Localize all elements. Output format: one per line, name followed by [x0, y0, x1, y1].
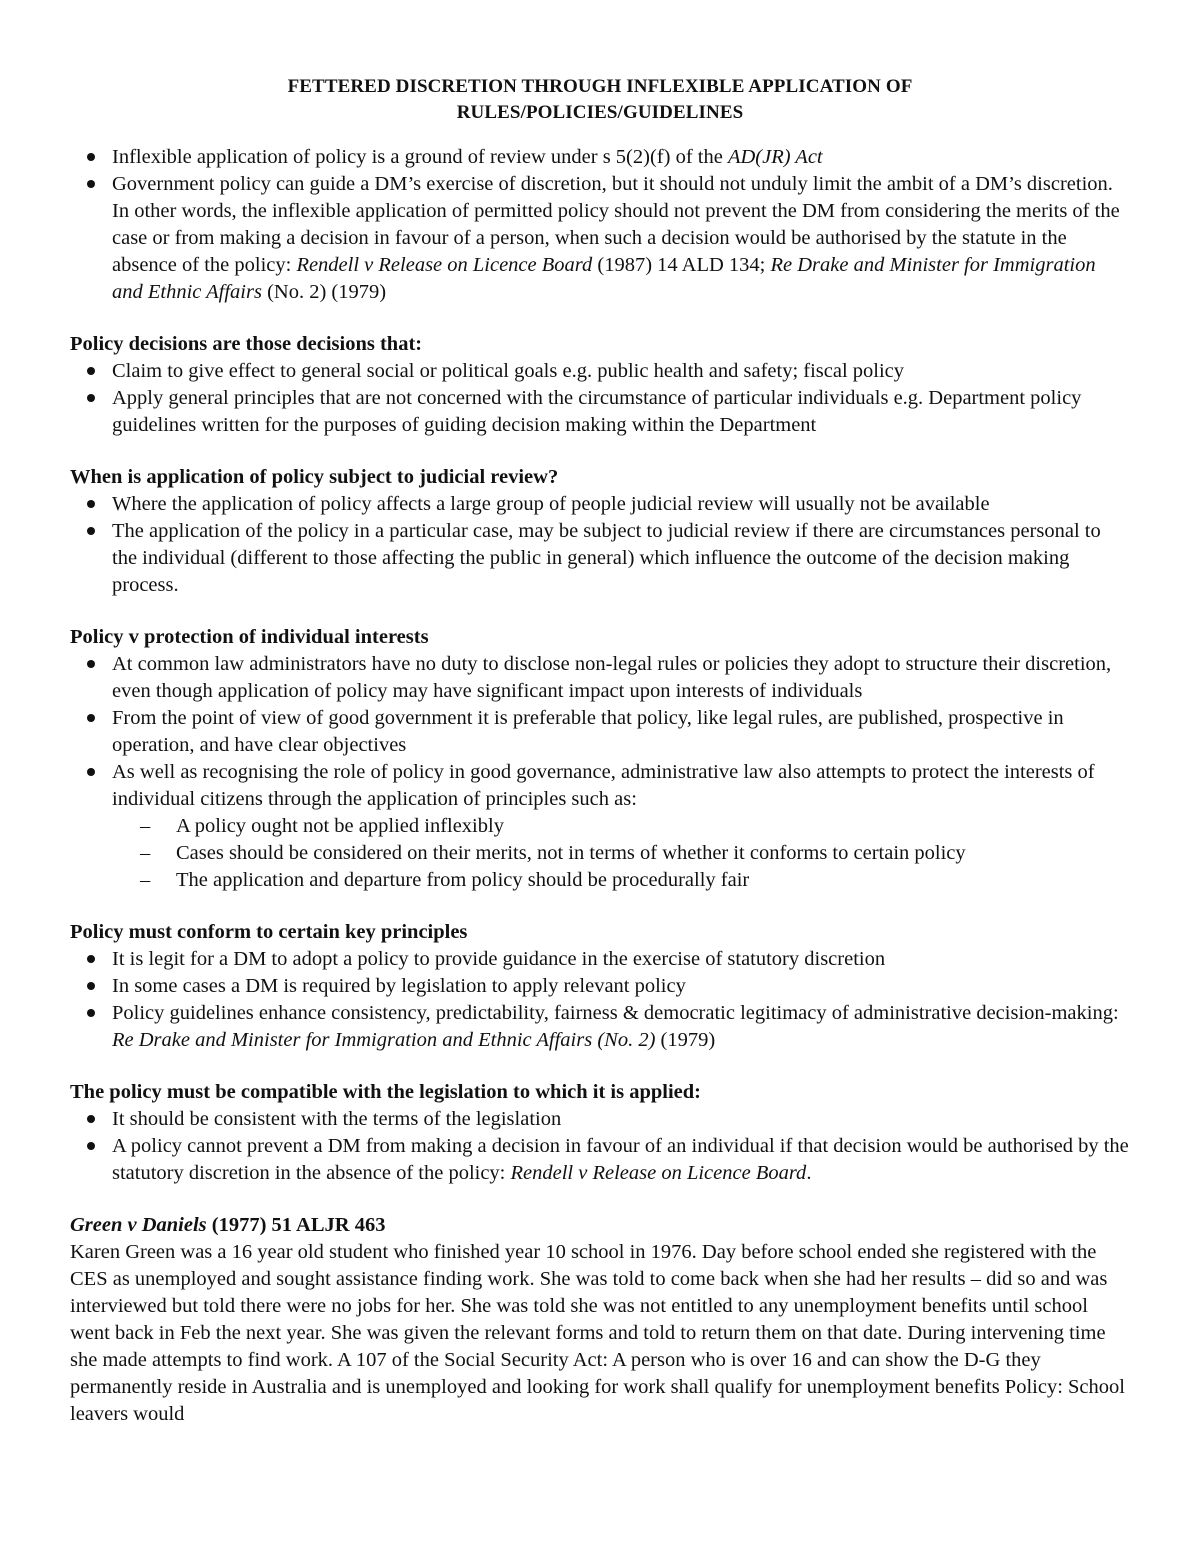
list-item: It is legit for a DM to adopt a policy to provide guidance in the exercise of statutory discretion [70, 946, 1130, 973]
intro-b2-case2: Re Drake and Minister for Immigration and Ethnic Affairs [112, 254, 1096, 303]
judicial-review-section [70, 464, 1130, 599]
list-item: The application of the policy in a particular case, may be subject to judicial review if there are circumstances personal to the individual (different to those affecting the public in general) which influence the outcome of the decision making process. [70, 518, 1130, 599]
intro-b2-text: Government policy can guide a DM’s exercise of discretion, but it should not unduly limit the ambit of a DM’s discretion. In other words, the inflexible application of permitted policy should not prevent the DM from considering the merits of the case or from making a decision in favour of a person, when such a decision would be authorised by the statute in the absence of the policy: [112, 173, 1120, 276]
list-item: Claim to give effect to general social or political goals e.g. public health and safety; fiscal policy [70, 358, 1130, 385]
list-item [70, 759, 1130, 894]
document-title [70, 74, 1130, 126]
intro-b1-act: AD(JR) Act [727, 146, 823, 168]
compatibility-b2-end: . [806, 1162, 812, 1184]
list-item: From the point of view of good government it is preferable that policy, like legal rules, are published, prospective in operation, and have clear objectives [70, 705, 1130, 759]
list-item [70, 1133, 1130, 1187]
bullet-list [70, 651, 1130, 894]
section-heading: The policy must be compatible with the legislation to which it is applied: [70, 1081, 701, 1103]
list-item [70, 144, 1130, 171]
intro-b2-cite2: (No. 2) (1979) [261, 281, 387, 303]
key-principles-section [70, 919, 1130, 1054]
list-item [70, 1000, 1130, 1054]
intro-list [70, 144, 1130, 306]
list-item-text: As well as recognising the role of policy in good governance, administrative law also attempts to protect the interests of individual citizens through the application of principles such as: [112, 761, 1095, 810]
key-principles-b3-cite: (1979) [655, 1029, 716, 1051]
intro-b1-text: Inflexible application of policy is a ground of review under s 5(2)(f) of the [112, 146, 728, 168]
key-principles-b3-text: Policy guidelines enhance consistency, predictability, fairness & democratic legitimacy of administrative decision-making: [112, 1002, 1119, 1024]
individual-interests-section [70, 624, 1130, 894]
compatibility-b2-text: A policy cannot prevent a DM from making a decision in favour of an individual if that decision would be authorised by the statutory discretion in the absence of the policy: [112, 1135, 1129, 1184]
intro-b2-case1: Rendell v Release on Licence Board [296, 254, 593, 276]
bullet-list [70, 946, 1130, 1054]
key-principles-b3-case: Re Drake and Minister for Immigration and Ethnic Affairs (No. 2) [112, 1029, 656, 1051]
section-heading: Policy v protection of individual interests [70, 626, 429, 648]
list-item: It should be consistent with the terms of the legislation [70, 1106, 1130, 1133]
intro-b2-cite1: (1987) 14 ALD 134; [592, 254, 771, 276]
bullet-list [70, 491, 1130, 599]
list-item: Apply general principles that are not concerned with the circumstance of particular individuals e.g. Department policy guidelines written for the purposes of guiding decision making within the Department [70, 385, 1130, 439]
dash-item: – The application and departure from policy should be procedurally fair [112, 867, 1130, 894]
green-v-daniels-section [70, 1212, 1130, 1428]
list-item: At common law administrators have no duty to disclose non-legal rules or policies they adopt to structure their discretion, even though application of policy may have significant impact upon interests of individuals [70, 651, 1130, 705]
compatibility-b2-case: Rendell v Release on Licence Board [510, 1162, 807, 1184]
dash-item: – A policy ought not be applied inflexibly [112, 813, 1130, 840]
case-name: Green v Daniels [70, 1214, 207, 1236]
policy-decisions-section [70, 331, 1130, 439]
list-item: In some cases a DM is required by legislation to apply relevant policy [70, 973, 1130, 1000]
dash-list [112, 813, 1130, 894]
list-item: Where the application of policy affects a large group of people judicial review will usually not be available [70, 491, 1130, 518]
case-heading [70, 1212, 1130, 1239]
bullet-list [70, 1106, 1130, 1187]
section-heading: When is application of policy subject to judicial review? [70, 466, 559, 488]
bullet-list [70, 358, 1130, 439]
section-heading: Policy decisions are those decisions that: [70, 333, 423, 355]
title-line-1: FETTERED DISCRETION THROUGH INFLEXIBLE APPLICATION OF [287, 76, 913, 97]
section-heading: Policy must conform to certain key principles [70, 921, 468, 943]
compatibility-section [70, 1079, 1130, 1187]
title-line-2: RULES/POLICIES/GUIDELINES [456, 102, 744, 123]
list-item [70, 171, 1130, 306]
dash-item: – Cases should be considered on their merits, not in terms of whether it conforms to certain policy [112, 840, 1130, 867]
case-body: Karen Green was a 16 year old student who finished year 10 school in 1976. Day before school ended she registered with the CES as unemployed and sought assistance finding work. She was told to come back when she had her results – did so and was interviewed but told there were no jobs for her. She was told she was not entitled to any unemployment benefits until school went back in Feb the next year. She was given the relevant forms and told to return them on that date. During intervening time she made attempts to find work. A 107 of the Social Security Act: A person who is over 16 and can show the D-G they permanently reside in Australia and is unemployed and looking for work shall qualify for unemployment benefits Policy: School leavers would [70, 1241, 1125, 1425]
case-citation: (1977) 51 ALJR 463 [206, 1214, 386, 1236]
